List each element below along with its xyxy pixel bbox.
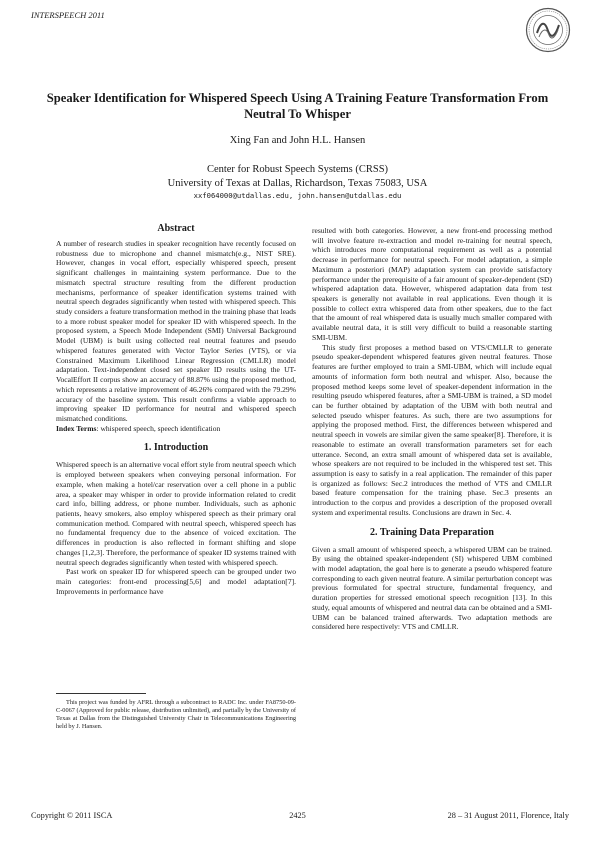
- index-terms: [56, 424, 296, 434]
- funding-footnote: [56, 693, 296, 731]
- abstract-text: A number of research studies in speaker recognition have recently focused on robustness due to microphone and channel mismatch(e.g., NIST SRE). However, changes in vocal effort, especially whispered speech, present significant challenges in maintaining system performance. Due to the mismatch spectral structure resulting from the different production mechanisms, performance of speaker identification systems trained with neutral speech degrades significantly when tested with whispered speech. This study considers a feature transformation method in the training phase that leads to a more robust speaker model for speaker ID with whispered speech. In the proposed system, a Speech Mode Independent (SMI) Universal Background Model (UBM) is built using collected real neutral features and pseudo whispered features generated with Vector Taylor Series (VTS), or via Constrained Maximum Likelihood Linear Regression (CMLLR) model adaptation. Text-independent closed set speaker ID results using the UT-VocalEffort II corpus show an accuracy of 88.87% using the proposed method, which represents a relative improvement of 46.26% compared with the 79.29% accuracy of the baseline system. This result confirms a viable approach to improving speaker ID performance for neutral and whispered speech mismatched conditions.: [56, 239, 296, 423]
- right-column: [312, 226, 552, 632]
- index-terms-text: : whispered speech, speech identification: [96, 423, 221, 433]
- footer-dates: 28 – 31 August 2011, Florence, Italy: [447, 811, 569, 820]
- isca-logo-icon: [525, 7, 571, 53]
- intro-paragraph-1: Whispered speech is an alternative vocal effort style from neutral speech which is employed between speakers when conveying personal information. For example, when making a hotel/car reservation over a cell phone in a public area, a speaker may whisper in order to provide information related to credit card info, billing address, or phone number. Individuals, such as aphonic patients, heavy smokers, also employ whispered speech as their primary oral communication method. Compared with neutral speech, whispered speech has no fundamental frequency due to the absence of voiced excitation. The differences in production is also reflected in formant shifting and slope changes [1,2,3]. Therefore, the performance of speaker ID systems trained with neutral speech degrades significantly when tested with whispered speech.: [56, 460, 296, 567]
- index-terms-label: Index Terms: [56, 423, 97, 433]
- abstract-heading: Abstract: [157, 223, 195, 234]
- paper-title: Speaker Identification for Whispered Speech Using A Training Feature Transformation From Neutral To Whisper: [46, 91, 549, 121]
- author-emails: xxf064000@utdallas.edu, john.hansen@utdallas.edu: [193, 191, 402, 200]
- right-paragraph-1: resulted with both categories. However, a new front-end processing method will involve feature re-extraction and model re-training for neutral speech, which introduces more computational requirement as well as a potential decrease in performance for neutral speech. For model adaptation, a simple Maximum a posteriori (MAP) adaptation system can provide satisfactory performance under the prerequisite of a fair amount of speaker-dependent (SD) whispered adaptation data. However, whispered adaptation data from test speakers is generally not available in real applications. Even though it is possible to collect extra whispered data from other speakers, due to the fact that the amount of real whispered data is usually much smaller compared with available neutral data, it is still very difficult to build a reasonable starting SMI-UBM.: [312, 226, 552, 342]
- affiliation: [0, 163, 595, 190]
- intro-paragraph-2: Past work on speaker ID for whispered speech can be grouped under two main categories: front-end processing[5,6] and model adaptation[7]. Improvements in performance have: [56, 567, 296, 596]
- section-2-paragraph: Given a small amount of whispered speech, a whispered UBM can be trained. By using the obtained speaker-independent (SI) whispered UBM combined with model adaptation, the goal here is to generate a pseudo whispered feature corresponding to each given neutral feature. A similar perturbation concept was previous formulated for spectral structure, fundamental frequency, and duration properties for stressed emotional speech recognition [13]. In this study, equal amounts of whispered and neutral data can be obtained and a SMI-UBM can be balanced trained afterwards. Two adaptation methods are considered here respectively: VTS and CMLLR.: [312, 544, 552, 632]
- right-paragraph-2: This study first proposes a method based on VTS/CMLLR to generate pseudo speaker-dependent whispered features given neutral features. Those features are further employed to train a SMI-UBM, which will include equal amounts of information form both neutral and whisper. Also, because the proposed method keeps some level of speaker-dependent information in the resulting pseudo whispered features, after a SMI-UBM is trained, a SD model can be further obtained by adaptation of the UBM with both neutral and selected pseudo whisper features. As such, there are two assumptions for applying the proposed method. First, the differences between whispered and neutral speech in vowels are similar given the same speaker[8]. Therefore, it is reasonable to estimate an overall transformation parameters set for each utterance. Second, an extra small amount of whispered data set is available, whose speakers are not required to be included in the whispered test set. This assumption is easy to satisfy in a real application. The remainder of this paper is organized as follows: Sec.2 introduces the method of VTS and CMLLR based feature compensation for the training phase. Sec.3 presents an introduction to the corpus and provides a description of the proposed overall system and experimental results. Conclusions are drawn in Sec. 4.: [312, 342, 552, 517]
- introduction-heading: 1. Introduction: [143, 442, 209, 454]
- paper-authors: Xing Fan and John H.L. Hansen: [229, 135, 366, 146]
- section-2-heading: 2. Training Data Preparation: [370, 526, 494, 538]
- footer-page-number: 2425: [289, 811, 306, 820]
- affiliation-line-2: University of Texas at Dallas, Richardson, Texas 75083, USA: [167, 177, 428, 189]
- footnote-text: This project was funded by AFRL through a subcontract to RADC Inc. under FA8750-09-C-0067 (Approved for public release, distribution unlimited), and partially by the University of Texas at Dallas from the Distinguished University Chair in Telecommunications Engineering held by J. Hansen.: [56, 699, 296, 731]
- footnote-rule: [56, 693, 146, 694]
- left-column: [56, 222, 296, 596]
- conference-header: INTERSPEECH 2011: [31, 10, 105, 20]
- footer-copyright: Copyright © 2011 ISCA: [31, 811, 113, 820]
- affiliation-line-1: Center for Robust Speech Systems (CRSS): [206, 164, 389, 175]
